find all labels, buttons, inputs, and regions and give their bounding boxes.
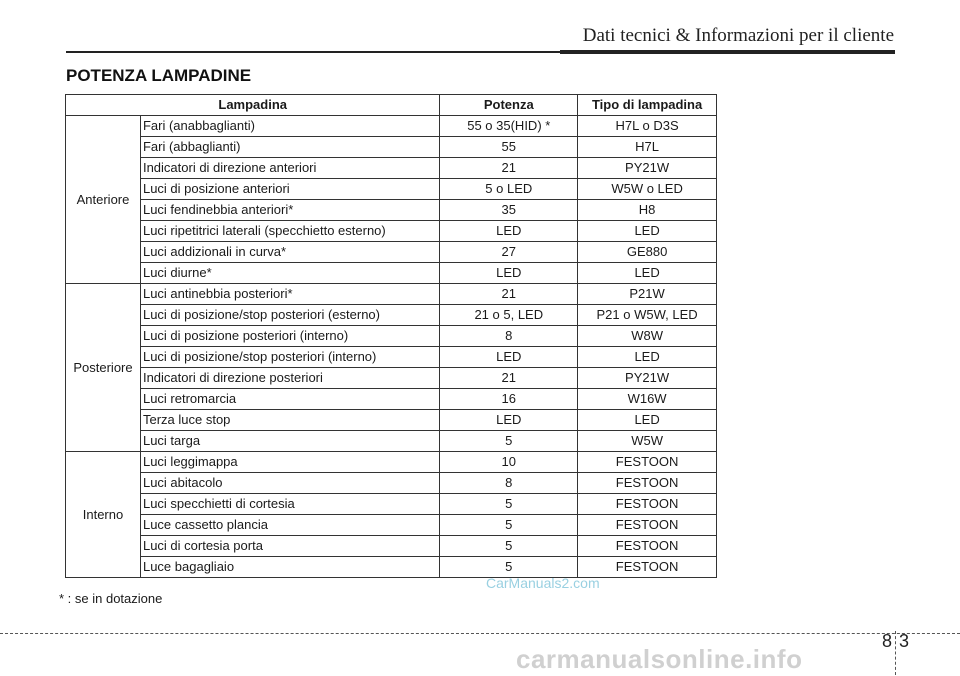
bulb-power-cell: LED bbox=[440, 221, 578, 242]
table-row bbox=[66, 326, 717, 347]
table-row bbox=[66, 368, 717, 389]
bulb-power-cell: 21 bbox=[440, 158, 578, 179]
bulb-power-cell: 55 bbox=[440, 137, 578, 158]
watermark-text: CarManuals2.com bbox=[486, 575, 600, 591]
site-brand-watermark: carmanualsonline.info bbox=[516, 644, 803, 674]
header-title: Dati tecnici & Informazioni per il cliente bbox=[582, 25, 894, 46]
bulb-type-cell: GE880 bbox=[578, 242, 717, 263]
bulb-power-cell: 21 bbox=[440, 284, 578, 305]
column-header-lampadina: Lampadina bbox=[66, 95, 440, 116]
bulb-power-cell: 21 o 5, LED bbox=[440, 305, 578, 326]
bulb-type-cell: W8W bbox=[578, 326, 717, 347]
table-body bbox=[66, 116, 717, 578]
bulb-power-cell: 55 o 35(HID) * bbox=[440, 116, 578, 137]
bulb-power-cell: 5 bbox=[440, 557, 578, 578]
bulb-power-cell: 5 bbox=[440, 431, 578, 452]
bulb-power-cell: 16 bbox=[440, 389, 578, 410]
bulb-name-cell: Luci di posizione posteriori (interno) bbox=[140, 326, 439, 347]
bulb-power-cell: 21 bbox=[440, 368, 578, 389]
bulb-type-cell: FESTOON bbox=[578, 536, 717, 557]
bulb-name-cell: Fari (abbaglianti) bbox=[140, 137, 439, 158]
bulb-type-cell: FESTOON bbox=[578, 473, 717, 494]
table-row bbox=[66, 221, 717, 242]
group-label: Posteriore bbox=[66, 284, 141, 452]
table-row bbox=[66, 473, 717, 494]
bulb-name-cell: Luci abitacolo bbox=[140, 473, 439, 494]
bulb-type-cell: H7L bbox=[578, 137, 717, 158]
bulb-name-cell: Luci di cortesia porta bbox=[140, 536, 439, 557]
table-row bbox=[66, 557, 717, 578]
table-row bbox=[66, 515, 717, 536]
table-row bbox=[66, 494, 717, 515]
bulb-type-cell: LED bbox=[578, 263, 717, 284]
bulb-power-cell: 8 bbox=[440, 326, 578, 347]
bulb-name-cell: Luce bagagliaio bbox=[140, 557, 439, 578]
bulb-type-cell: FESTOON bbox=[578, 452, 717, 473]
bulb-power-cell: 5 bbox=[440, 494, 578, 515]
table-row bbox=[66, 347, 717, 368]
group-label: Interno bbox=[66, 452, 141, 578]
bulb-power-cell: 27 bbox=[440, 242, 578, 263]
table-row bbox=[66, 389, 717, 410]
bulb-power-cell: 10 bbox=[440, 452, 578, 473]
table-row bbox=[66, 116, 717, 137]
table-row bbox=[66, 284, 717, 305]
bulb-power-cell: LED bbox=[440, 347, 578, 368]
bulb-power-cell: 5 bbox=[440, 515, 578, 536]
table-row bbox=[66, 242, 717, 263]
group-label: Anteriore bbox=[66, 116, 141, 284]
bulb-type-cell: W16W bbox=[578, 389, 717, 410]
bulb-type-cell: FESTOON bbox=[578, 494, 717, 515]
bulb-name-cell: Luci targa bbox=[140, 431, 439, 452]
table-header-row bbox=[66, 95, 717, 116]
bulb-name-cell: Luci antinebbia posteriori* bbox=[140, 284, 439, 305]
header-rule-accent bbox=[560, 50, 895, 54]
table-row bbox=[66, 305, 717, 326]
bulb-type-cell: PY21W bbox=[578, 368, 717, 389]
table-row bbox=[66, 410, 717, 431]
bulb-power-cell: LED bbox=[440, 263, 578, 284]
bulb-type-cell: FESTOON bbox=[578, 557, 717, 578]
table-row bbox=[66, 452, 717, 473]
bulb-name-cell: Luci specchietti di cortesia bbox=[140, 494, 439, 515]
bulb-type-cell: H8 bbox=[578, 200, 717, 221]
table-row bbox=[66, 179, 717, 200]
page-chapter: 8 bbox=[882, 631, 893, 651]
footnote: * : se in dotazione bbox=[59, 591, 163, 606]
bulb-type-cell: FESTOON bbox=[578, 515, 717, 536]
bulb-name-cell: Indicatori di direzione posteriori bbox=[140, 368, 439, 389]
bulb-name-cell: Luci ripetitrici laterali (specchietto esterno) bbox=[140, 221, 439, 242]
bulb-name-cell: Luce cassetto plancia bbox=[140, 515, 439, 536]
page-separator bbox=[895, 631, 896, 675]
table-row bbox=[66, 431, 717, 452]
table-row bbox=[66, 536, 717, 557]
bulb-type-cell: LED bbox=[578, 347, 717, 368]
section-title: POTENZA LAMPADINE bbox=[66, 66, 252, 85]
column-header-tipo: Tipo di lampadina bbox=[578, 95, 717, 116]
bulb-power-cell: 8 bbox=[440, 473, 578, 494]
bulb-type-cell: P21W bbox=[578, 284, 717, 305]
table-row bbox=[66, 200, 717, 221]
bulb-name-cell: Luci leggimappa bbox=[140, 452, 439, 473]
bulb-name-cell: Luci fendinebbia anteriori* bbox=[140, 200, 439, 221]
column-header-potenza: Potenza bbox=[440, 95, 578, 116]
table-row bbox=[66, 263, 717, 284]
bulb-name-cell: Luci retromarcia bbox=[140, 389, 439, 410]
bulb-name-cell: Luci diurne* bbox=[140, 263, 439, 284]
bulb-name-cell: Luci di posizione/stop posteriori (interno) bbox=[140, 347, 439, 368]
bulb-name-cell: Luci di posizione/stop posteriori (esterno) bbox=[140, 305, 439, 326]
table-row bbox=[66, 158, 717, 179]
bulb-name-cell: Luci di posizione anteriori bbox=[140, 179, 439, 200]
bulb-type-cell: W5W bbox=[578, 431, 717, 452]
bulb-type-cell: PY21W bbox=[578, 158, 717, 179]
table-row bbox=[66, 137, 717, 158]
bulb-power-cell: 35 bbox=[440, 200, 578, 221]
footer-rule bbox=[0, 633, 960, 634]
bulb-power-cell: 5 bbox=[440, 536, 578, 557]
bulb-name-cell: Indicatori di direzione anteriori bbox=[140, 158, 439, 179]
bulb-type-cell: W5W o LED bbox=[578, 179, 717, 200]
bulb-type-cell: P21 o W5W, LED bbox=[578, 305, 717, 326]
bulb-type-cell: LED bbox=[578, 221, 717, 242]
bulb-type-cell: LED bbox=[578, 410, 717, 431]
bulb-power-cell: LED bbox=[440, 410, 578, 431]
bulb-name-cell: Terza luce stop bbox=[140, 410, 439, 431]
bulb-type-cell: H7L o D3S bbox=[578, 116, 717, 137]
bulb-table bbox=[65, 94, 717, 578]
bulb-name-cell: Luci addizionali in curva* bbox=[140, 242, 439, 263]
bulb-name-cell: Fari (anabbaglianti) bbox=[140, 116, 439, 137]
page-number: 3 bbox=[899, 631, 910, 651]
bulb-power-cell: 5 o LED bbox=[440, 179, 578, 200]
